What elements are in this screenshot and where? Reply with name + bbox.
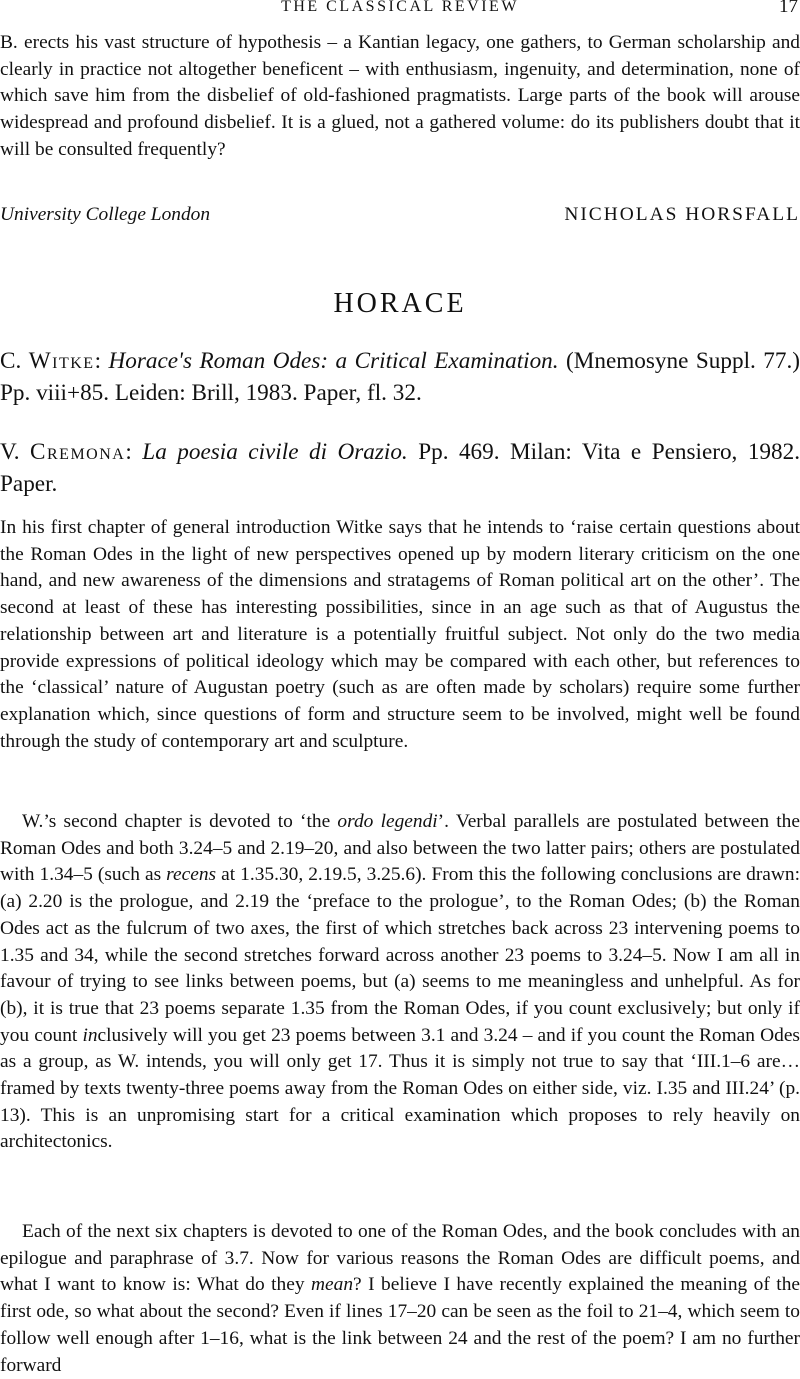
book-title: Horace's Roman Odes: a Critical Examination. xyxy=(108,348,559,374)
book-title: La poesia civile di Orazio. xyxy=(142,439,408,465)
previous-review-paragraph: B. erects his vast structure of hypothesis – a Kantian legacy, one gathers, to German scholarship and clearly in practice not altogether beneficent – with enthusiasm, ingenuity, and determination, none of which save him from the disbelief of old-fashioned pragmatists. Large parts of the book will arouse widespread and profound disbelief. It is a glued, not a gathered volume: do its publishers doubt that it will be consulted frequently? xyxy=(0,32,800,160)
reviewer-name: NICHOLAS HORSFALL xyxy=(564,204,800,225)
running-head xyxy=(0,0,800,18)
author-initial: V. xyxy=(0,439,31,465)
journal-title: THE CLASSICAL REVIEW xyxy=(281,0,519,15)
author-surname: Cremona xyxy=(30,439,126,465)
page-number: 17 xyxy=(779,0,798,17)
author-initial: C. xyxy=(0,348,29,374)
body-paragraph-1: In his first chapter of general introduction Witke says that he intends to ‘raise certain questions about the Roman Odes in the light of new perspectives opened up by modern literary criticism on the one hand, and new awareness of the dimensions and stratagems of Roman political art on the other’. The second at least of these has interesting possibilities, since in an age such as that of Augustus the relationship between art and literature is a potentially fruitful subject. Not only do the two media provide expressions of political ideology which may be compared with each other, but references to the ‘classical’ nature of Augustan poetry (such as are often made by scholars) require some further explanation which, since questions of form and structure seem to be involved, might well be found through the study of contemporary art and sculpture. xyxy=(0,517,800,752)
author-surname: Witke xyxy=(28,348,95,374)
book-details: (Mnemosyne Suppl. 77.) Pp. viii+85. Leiden: Brill, 1983. Paper, fl. 32. xyxy=(0,348,800,406)
reviewer-signature xyxy=(0,204,800,232)
body-paragraph-2: W.’s second chapter is devoted to ‘the ordo legendi’. Verbal parallels are postulated between the Roman Odes and both 3.24–5 and 2.19–20, and also between the two latter pairs; others are postulated with 1.34–5 (such as recens at 1.35.30, 2.19.5, 3.25.6). From this the following conclusions are drawn: (a) 2.20 is the prologue, and 2.19 the ‘preface to the prologue’, to the Roman Odes; (b) the Roman Odes act as the fulcrum of two axes, the first of which stretches back across 23 intervening poems to 1.35 and 34, while the second stretches forward across another 23 poems to 3.24–5. Now I am all in favour of trying to see links between poems, but (a) seems to me meaningless and unhelpful. As for (b), it is true that 23 poems separate 1.35 from the Roman Odes, if you count exclusively; but only if you count inclusively will you get 23 poems between 3.1 and 3.24 – and if you count the Roman Odes as a group, as W. intends, you will only get 17. Thus it is simply not true to say that ‘III.1–6 are…framed by texts twenty-three poems away from the Roman Odes on either side, viz. I.35 and III.24’ (p. 13). This is an unpromising start for a critical examination which proposes to rely heavily on architectonics. xyxy=(0,811,800,1153)
body-paragraph-3: Each of the next six chapters is devoted to one of the Roman Odes, and the book concludes with an epilogue and paraphrase of 3.7. Now for various reasons the Roman Odes are difficult poems, and what I want to know is: What do they mean? I believe I have recently explained the meaning of the first ode, so what about the second? Even if lines 17–20 can be seen as the foil to 21–4, which seem to follow well enough after 1–16, what is the link between 24 and the rest of the poem? I am no further forward xyxy=(0,1221,800,1376)
book-reference-cremona: V. Cremona: La poesia civile di Orazio. Pp. 469. Milan: Vita e Pensiero, 1982. Paper. xyxy=(0,439,800,497)
book-reference-witke: C. Witke: Horace's Roman Odes: a Critical Examination. (Mnemosyne Suppl. 77.) Pp. viii+85. Leiden: Brill, 1983. Paper, fl. 32. xyxy=(0,348,800,406)
section-heading: HORACE xyxy=(333,288,467,319)
reviewer-affiliation: University College London xyxy=(0,204,211,225)
book-details: Pp. 469. Milan: Vita e Pensiero, 1982. Paper. xyxy=(0,439,800,497)
